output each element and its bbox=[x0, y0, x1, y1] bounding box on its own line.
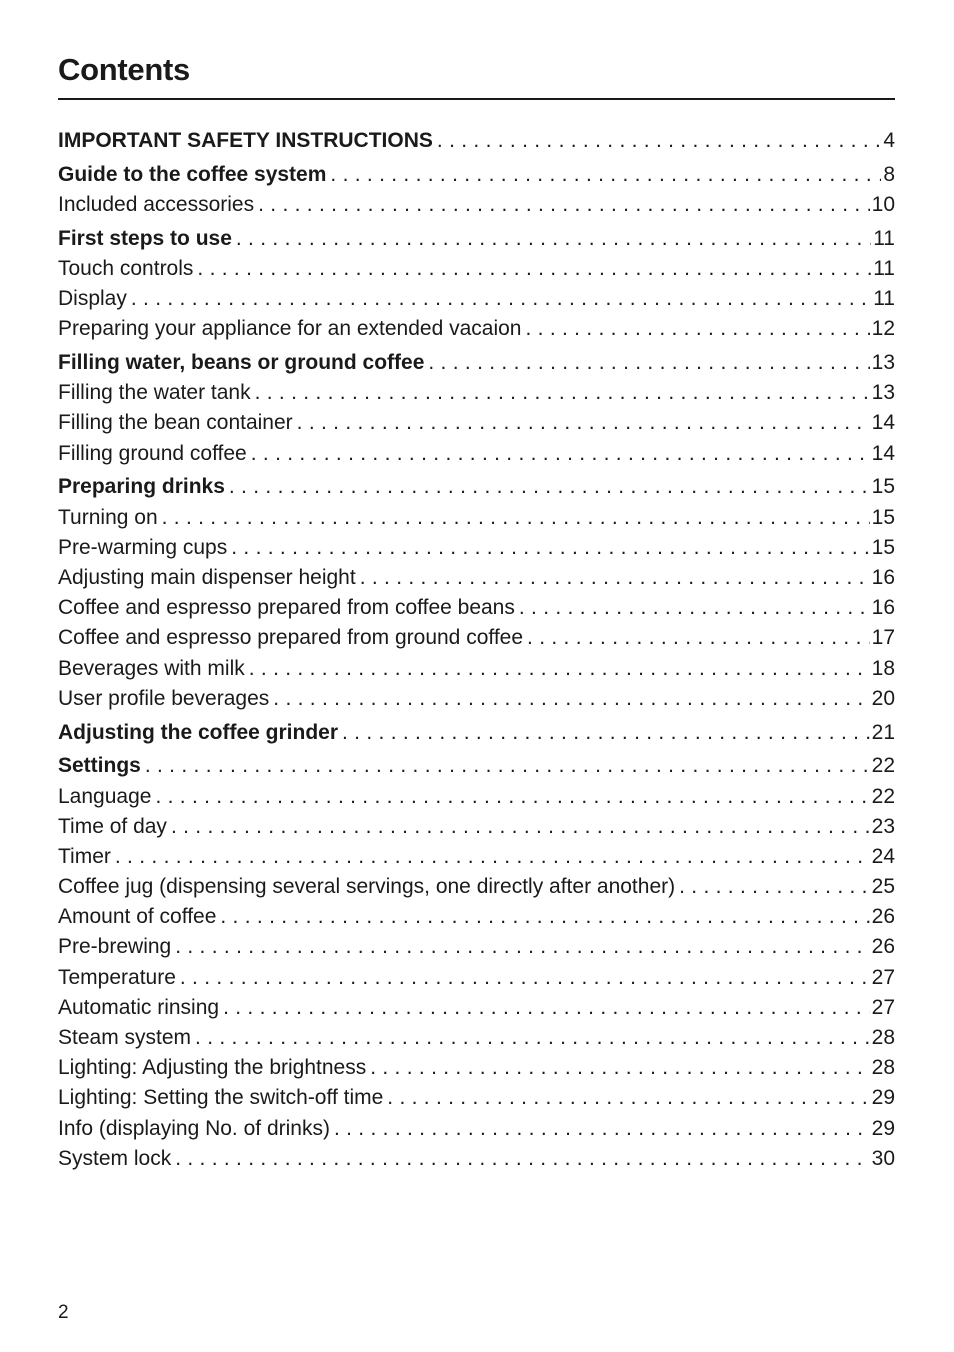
toc-chapter-row[interactable] bbox=[58, 160, 895, 190]
toc-chapter-row[interactable] bbox=[58, 224, 895, 254]
toc-page-number: 11 bbox=[873, 256, 895, 280]
toc-dot-leader bbox=[220, 902, 869, 932]
toc-page-number: 11 bbox=[873, 226, 895, 250]
toc-entry-label: Pre-brewing bbox=[58, 935, 172, 959]
toc-dot-leader bbox=[527, 623, 870, 653]
table-of-contents bbox=[58, 126, 895, 1174]
toc-dot-leader bbox=[162, 503, 870, 533]
toc-entry-label: Temperature bbox=[58, 965, 176, 989]
toc-dot-leader bbox=[519, 593, 870, 623]
toc-entry-label: Filling ground coffee bbox=[58, 441, 247, 465]
toc-entry-label: IMPORTANT SAFETY INSTRUCTIONS bbox=[58, 129, 433, 152]
toc-dot-leader bbox=[255, 378, 870, 408]
toc-dot-leader bbox=[428, 348, 869, 378]
toc-entry-row[interactable] bbox=[58, 812, 895, 842]
toc-page-number: 25 bbox=[871, 875, 895, 899]
toc-entry-label: Preparing drinks bbox=[58, 475, 225, 499]
toc-entry-label: Adjusting main dispenser height bbox=[58, 566, 356, 589]
title-divider bbox=[58, 98, 895, 100]
toc-dot-leader bbox=[229, 472, 870, 502]
toc-entry-row[interactable] bbox=[58, 439, 895, 469]
toc-entry-label: Filling water, beans or ground coffee bbox=[58, 351, 425, 375]
toc-page-number: 4 bbox=[883, 129, 895, 152]
toc-entry-label: Filling the bean container bbox=[58, 411, 293, 435]
toc-page-number: 15 bbox=[871, 505, 895, 529]
toc-page-number: 15 bbox=[871, 475, 895, 499]
toc-dot-leader bbox=[273, 684, 869, 714]
toc-dot-leader bbox=[145, 751, 870, 781]
toc-dot-leader bbox=[370, 1053, 869, 1083]
toc-dot-leader bbox=[197, 254, 871, 284]
toc-page-number: 27 bbox=[871, 995, 895, 1019]
toc-chapter-row[interactable] bbox=[58, 718, 895, 748]
toc-chapter-row[interactable] bbox=[58, 472, 895, 502]
toc-page-number: 20 bbox=[871, 686, 895, 710]
toc-entry-label: Lighting: Adjusting the brightness bbox=[58, 1056, 367, 1080]
toc-dot-leader bbox=[334, 1114, 870, 1144]
toc-dot-leader bbox=[297, 408, 870, 438]
toc-entry-row[interactable] bbox=[58, 654, 895, 684]
toc-entry-row[interactable] bbox=[58, 1053, 895, 1083]
toc-entry-row[interactable] bbox=[58, 1144, 895, 1174]
toc-entry-row[interactable] bbox=[58, 1083, 895, 1113]
toc-entry-row[interactable] bbox=[58, 314, 895, 344]
toc-page-number: 13 bbox=[871, 381, 895, 405]
toc-entry-row[interactable] bbox=[58, 190, 895, 220]
toc-entry-row[interactable] bbox=[58, 563, 895, 593]
toc-entry-label: Language bbox=[58, 784, 152, 808]
toc-entry-label: User profile beverages bbox=[58, 686, 270, 710]
toc-dot-leader bbox=[195, 1023, 870, 1053]
toc-entry-label: Coffee jug (dispensing several servings, one directly after another) bbox=[58, 875, 676, 899]
toc-entry-label: System lock bbox=[58, 1146, 172, 1170]
toc-entry-row[interactable] bbox=[58, 872, 895, 902]
toc-dot-leader bbox=[437, 126, 881, 156]
toc-entry-label: Pre-warming cups bbox=[58, 535, 228, 559]
toc-entry-label: Steam system bbox=[58, 1026, 192, 1049]
toc-entry-label: Filling the water tank bbox=[58, 381, 251, 405]
toc-page-number: 16 bbox=[871, 566, 895, 589]
toc-chapter-row[interactable] bbox=[58, 126, 895, 156]
toc-entry-label: Preparing your appliance for an extended vacaion bbox=[58, 317, 522, 341]
toc-entry-row[interactable] bbox=[58, 684, 895, 714]
toc-dot-leader bbox=[231, 533, 869, 563]
toc-dot-leader bbox=[342, 718, 870, 748]
toc-dot-leader bbox=[171, 812, 870, 842]
toc-entry-label: First steps to use bbox=[58, 226, 232, 250]
toc-page-number: 29 bbox=[871, 1086, 895, 1110]
toc-entry-row[interactable] bbox=[58, 284, 895, 314]
toc-entry-row[interactable] bbox=[58, 533, 895, 563]
toc-page-number: 8 bbox=[883, 162, 895, 186]
toc-page-number: 27 bbox=[871, 965, 895, 989]
toc-dot-leader bbox=[223, 993, 870, 1023]
toc-dot-leader bbox=[387, 1083, 869, 1113]
toc-entry-row[interactable] bbox=[58, 378, 895, 408]
toc-entry-row[interactable] bbox=[58, 1023, 895, 1053]
toc-page-number: 30 bbox=[871, 1146, 895, 1170]
toc-page-number: 11 bbox=[873, 287, 895, 311]
page-title: Contents bbox=[58, 52, 190, 87]
toc-page-number: 26 bbox=[871, 935, 895, 959]
toc-dot-leader bbox=[525, 314, 869, 344]
toc-page-number: 22 bbox=[871, 754, 895, 778]
toc-entry-row[interactable] bbox=[58, 593, 895, 623]
toc-page-number: 28 bbox=[871, 1026, 895, 1049]
toc-entry-row[interactable] bbox=[58, 963, 895, 993]
toc-entry-label: Turning on bbox=[58, 505, 158, 529]
toc-entry-label: Coffee and espresso prepared from ground coffee bbox=[58, 626, 524, 650]
toc-entry-label: Timer bbox=[58, 844, 111, 868]
toc-entry-row[interactable] bbox=[58, 503, 895, 533]
toc-entry-row[interactable] bbox=[58, 254, 895, 284]
toc-page-number: 13 bbox=[871, 351, 895, 375]
toc-dot-leader bbox=[679, 872, 870, 902]
toc-page-number: 18 bbox=[871, 656, 895, 680]
toc-dot-leader bbox=[180, 963, 870, 993]
toc-page-number: 15 bbox=[871, 535, 895, 559]
toc-dot-leader bbox=[236, 224, 871, 254]
toc-entry-label: Included accessories bbox=[58, 192, 255, 216]
toc-entry-row[interactable] bbox=[58, 993, 895, 1023]
toc-chapter-row[interactable] bbox=[58, 348, 895, 378]
toc-page-number: 21 bbox=[871, 720, 895, 744]
toc-dot-leader bbox=[155, 782, 869, 812]
toc-entry-row[interactable] bbox=[58, 782, 895, 812]
toc-entry-label: Info (displaying No. of drinks) bbox=[58, 1116, 330, 1140]
toc-page-number: 14 bbox=[871, 441, 895, 465]
toc-dot-leader bbox=[258, 190, 870, 220]
toc-dot-leader bbox=[251, 439, 870, 469]
toc-entry-label: Touch controls bbox=[58, 256, 194, 280]
toc-entry-row[interactable] bbox=[58, 902, 895, 932]
toc-entry-label: Beverages with milk bbox=[58, 656, 245, 680]
toc-page-number: 28 bbox=[871, 1056, 895, 1080]
toc-page-number: 14 bbox=[871, 411, 895, 435]
toc-dot-leader bbox=[360, 563, 870, 593]
toc-entry-row[interactable] bbox=[58, 1114, 895, 1144]
toc-entry-label: Display bbox=[58, 287, 127, 311]
toc-entry-row[interactable] bbox=[58, 932, 895, 962]
toc-dot-leader bbox=[131, 284, 871, 314]
toc-page-number: 17 bbox=[871, 626, 895, 650]
toc-page-number: 22 bbox=[871, 784, 895, 808]
toc-page-number: 16 bbox=[871, 596, 895, 620]
toc-dot-leader bbox=[175, 932, 869, 962]
toc-entry-label: Automatic rinsing bbox=[58, 995, 220, 1019]
toc-page-number: 10 bbox=[871, 192, 895, 216]
toc-page-number: 26 bbox=[871, 905, 895, 929]
page-number: 2 bbox=[58, 1302, 69, 1323]
toc-entry-label: Coffee and espresso prepared from coffee beans bbox=[58, 596, 515, 620]
toc-entry-row[interactable] bbox=[58, 408, 895, 438]
toc-page-number: 12 bbox=[871, 317, 895, 341]
toc-chapter-row[interactable] bbox=[58, 751, 895, 781]
toc-entry-label: Settings bbox=[58, 754, 141, 778]
toc-entry-label: Lighting: Setting the switch-off time bbox=[58, 1086, 384, 1110]
toc-entry-label: Time of day bbox=[58, 814, 167, 838]
toc-entry-label: Adjusting the coffee grinder bbox=[58, 720, 339, 744]
toc-dot-leader bbox=[115, 842, 870, 872]
toc-entry-label: Guide to the coffee system bbox=[58, 162, 327, 186]
toc-dot-leader bbox=[249, 654, 870, 684]
toc-page-number: 23 bbox=[871, 814, 895, 838]
toc-dot-leader bbox=[175, 1144, 869, 1174]
toc-entry-row[interactable] bbox=[58, 623, 895, 653]
toc-dot-leader bbox=[330, 160, 881, 190]
toc-page-number: 29 bbox=[871, 1116, 895, 1140]
toc-entry-row[interactable] bbox=[58, 842, 895, 872]
toc-entry-label: Amount of coffee bbox=[58, 905, 217, 929]
toc-page-number: 24 bbox=[871, 844, 895, 868]
